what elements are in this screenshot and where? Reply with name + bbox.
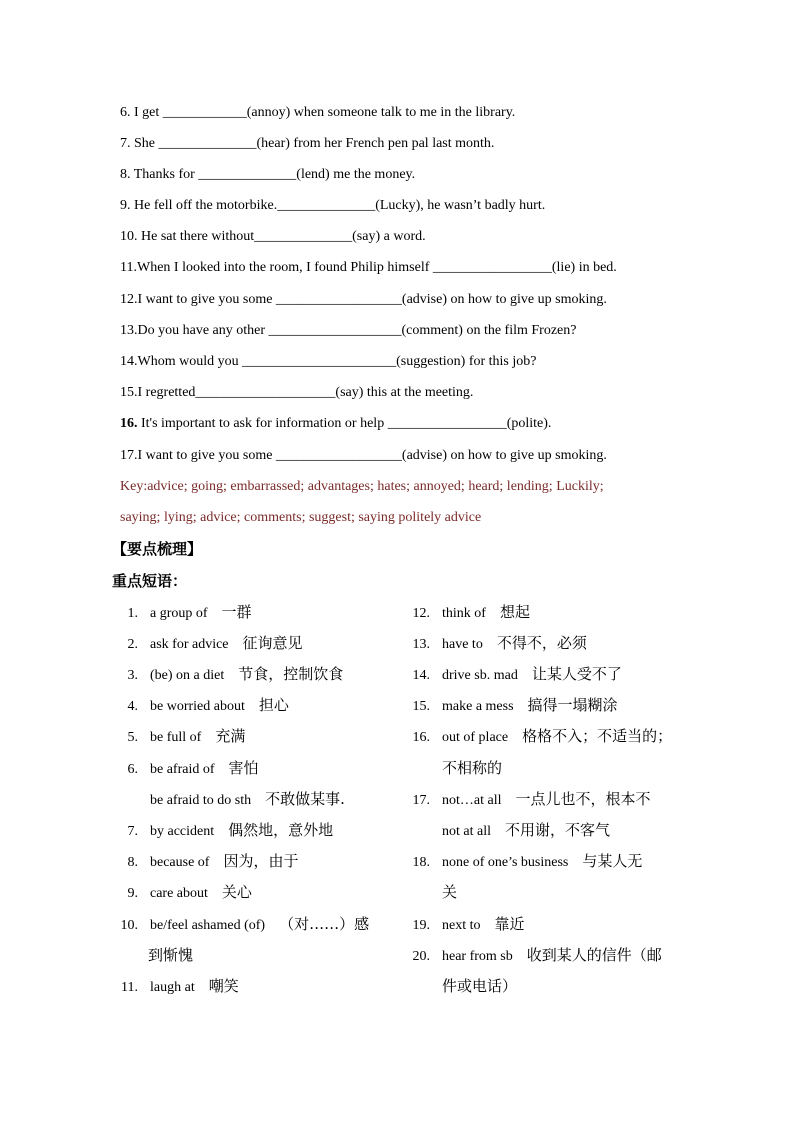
phrase-item: 19. next to 靠近 bbox=[412, 915, 525, 933]
answer-key-line-2: saying; lying; advice; comments; suggest; saying politely advice bbox=[120, 510, 482, 525]
exercise-14: 14.Whom would you ______________________(suggestion) for this job? bbox=[120, 354, 537, 369]
phrase-item: 6. be afraid of 害怕 bbox=[127, 759, 259, 777]
phrase-continuation: 到惭愧 bbox=[148, 946, 194, 964]
phrase-item: 12. think of 想起 bbox=[412, 603, 530, 621]
phrase-continuation: 关 bbox=[442, 883, 458, 901]
answer-key-line-1: Key:advice; going; embarrassed; advantages; hates; annoyed; heard; lending; Luckily; bbox=[120, 479, 604, 494]
phrase-item: 14. drive sb. mad 让某人受不了 bbox=[412, 665, 622, 683]
phrase-item: 8. because of 因为，由于 bbox=[127, 852, 299, 870]
exercise-8: 8. Thanks for ______________(lend) me the money. bbox=[120, 167, 416, 182]
phrase-item: 1. a group of 一群 bbox=[127, 603, 252, 621]
phrase-item: 7. by accident 偶然地，意外地 bbox=[127, 821, 334, 839]
exercise-11: 11.When I looked into the room, I found Philip himself _________________(lie) in bed. bbox=[120, 260, 617, 275]
phrase-item: 17. not…at all 一点儿也不，根本不 bbox=[412, 790, 651, 808]
exercise-10: 10. He sat there without______________(say) a word. bbox=[120, 229, 426, 244]
phrase-item: 3. (be) on a diet 节食，控制饮食 bbox=[127, 665, 344, 683]
exercise-9: 9. He fell off the motorbike.______________(Lucky), he wasn’t badly hurt. bbox=[120, 198, 546, 213]
phrase-item: 11. laugh at 嘲笑 bbox=[121, 977, 239, 995]
section-title: 【要点梳理】 bbox=[112, 540, 203, 558]
exercise-15: 15.I regretted____________________(say) this at the meeting. bbox=[120, 385, 474, 400]
phrase-item: 20. hear from sb 收到某人的信件（邮 bbox=[412, 946, 662, 964]
phrase-item: 18. none of one’s business 与某人无 bbox=[412, 852, 643, 870]
exercise-6: 6. I get ____________(annoy) when someone talk to me in the library. bbox=[120, 105, 516, 120]
phrase-item: 4. be worried about 担心 bbox=[127, 696, 289, 714]
subsection-title: 重点短语： bbox=[112, 572, 188, 590]
phrase-item: 2. ask for advice 征询意见 bbox=[127, 634, 303, 652]
exercise-13: 13.Do you have any other ___________________(comment) on the film Frozen? bbox=[120, 323, 577, 338]
phrase-item: 9. care about 关心 bbox=[127, 883, 252, 901]
phrase-item: not at all 不用谢，不客气 bbox=[442, 821, 611, 839]
phrase-continuation: 件或电话） bbox=[442, 977, 518, 995]
exercise-12: 12.I want to give you some __________________(advise) on how to give up smoking. bbox=[120, 292, 607, 307]
exercise-16: 16. It's important to ask for information or help _________________(polite). bbox=[120, 416, 552, 431]
exercise-17: 17.I want to give you some __________________(advise) on how to give up smoking. bbox=[120, 448, 607, 463]
exercise-7: 7. She ______________(hear) from her French pen pal last month. bbox=[120, 136, 495, 151]
phrase-continuation: 不相称的 bbox=[442, 759, 503, 777]
phrase-item: 13. have to 不得不，必须 bbox=[412, 634, 587, 652]
phrase-item: 16. out of place 格格不入；不适当的； bbox=[412, 727, 673, 745]
phrase-item: 5. be full of 充满 bbox=[127, 727, 246, 745]
phrase-item: be afraid to do sth 不敢做某事. bbox=[150, 790, 345, 808]
phrase-item: 10. be/feel ashamed (of) （对……）感 bbox=[120, 915, 370, 933]
phrase-item: 15. make a mess 搞得一塌糊涂 bbox=[412, 696, 618, 714]
